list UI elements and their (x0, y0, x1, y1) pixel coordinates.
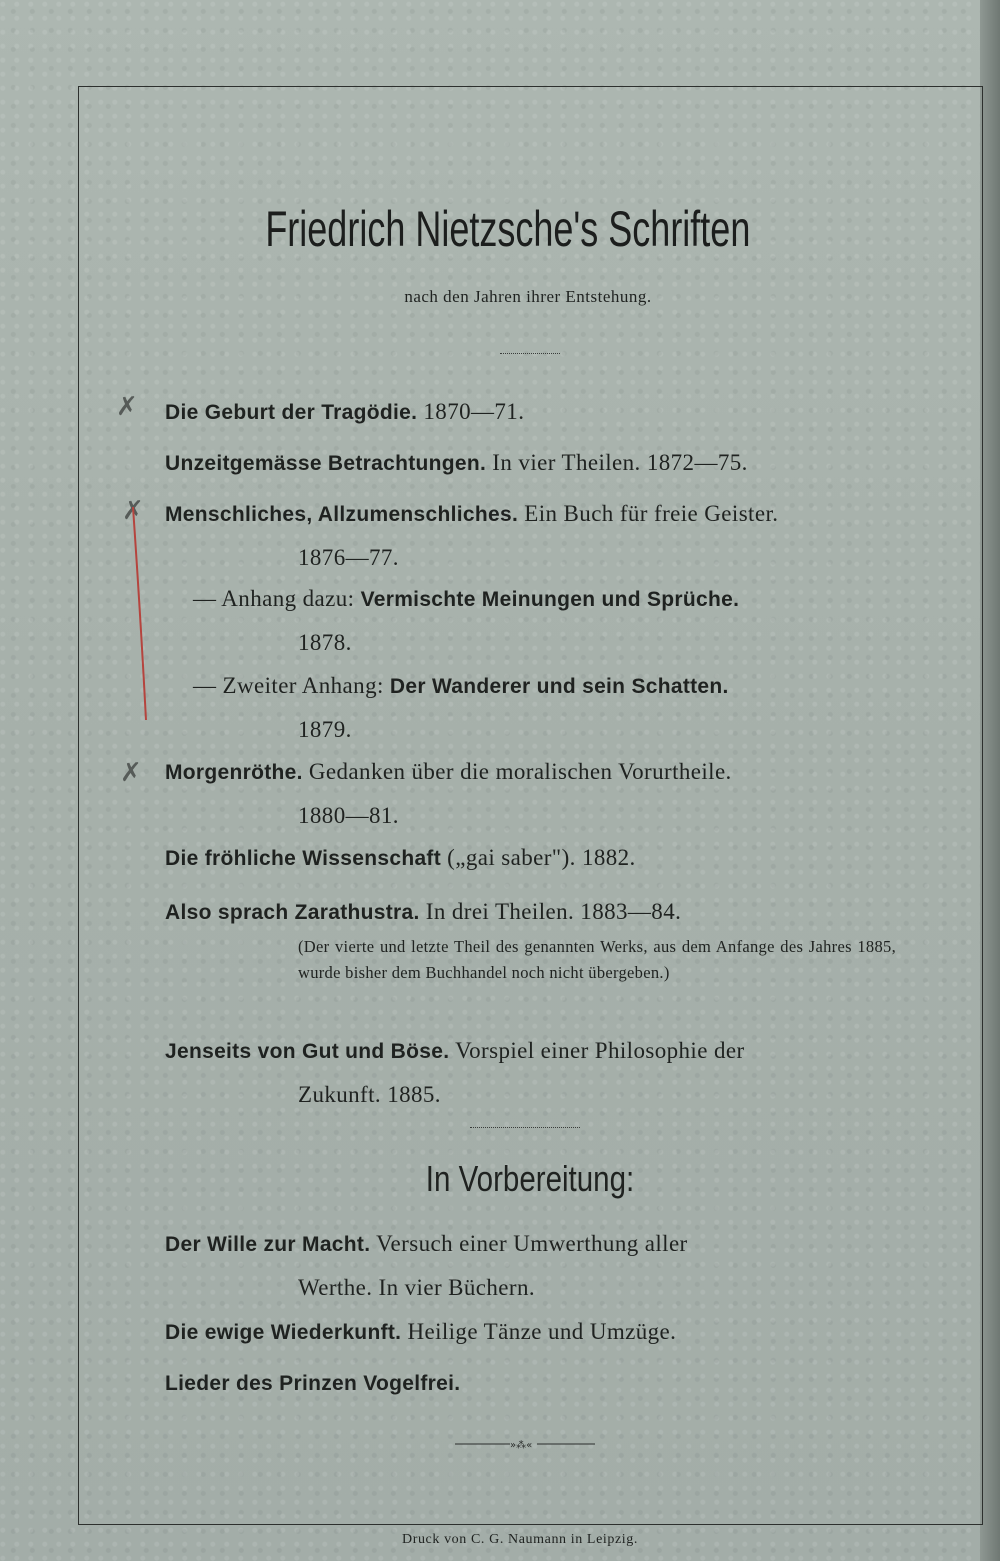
list-item (165, 577, 895, 664)
work-details: Gedanken über die moralischen Vorurtheile. (302, 759, 732, 784)
section-divider (470, 1127, 580, 1128)
work-year: 1879. (298, 717, 352, 742)
work-year: Zukunft. 1885. (298, 1082, 441, 1107)
work-year: 1880—81. (298, 803, 399, 828)
work-details-cont: Werthe. In vier Büchern. (298, 1275, 536, 1300)
list-item (165, 750, 895, 837)
work-title: Lieder des Prinzen Vogelfrei. (165, 1372, 461, 1395)
work-details: Versuch einer Umwerthung aller (370, 1231, 688, 1256)
book-spine-edge (980, 0, 1000, 1561)
work-title: Vermischte Meinungen und Sprüche. (360, 588, 740, 611)
work-details: In drei Theilen. 1883—84. (419, 899, 682, 924)
pencil-check-mark: ✗ (120, 758, 142, 788)
page-subtitle: nach den Jahren ihrer Entstehung. (404, 287, 652, 306)
footnote: (Der vierte und letzte Theil des genannten Werks, aus dem Anfange des Jahres 1885, wurde bisher dem Buchhandel noch nicht übergeben.) (298, 937, 896, 982)
list-item (165, 492, 895, 579)
work-details: („gai saber"). 1882. (441, 845, 636, 870)
pencil-check-mark: ✗ (122, 496, 144, 526)
red-pencil-margin-line (131, 505, 151, 725)
svg-text:»⁂«: »⁂« (510, 1440, 533, 1451)
list-item (165, 664, 895, 751)
page-title: Friedrich Nietzsche's Schriften (265, 201, 751, 257)
work-title: Der Wanderer und sein Schatten. (389, 675, 729, 698)
section-heading: In Vorbereitung: (425, 1158, 635, 1199)
list-item (165, 890, 895, 934)
work-title: Die fröhliche Wissenschaft (165, 847, 442, 870)
work-title: Jenseits von Gut und Böse. (165, 1040, 450, 1063)
list-item (165, 1029, 895, 1116)
pencil-check-mark: ✗ (116, 392, 138, 422)
work-title: Die Geburt der Tragödie. (165, 401, 418, 424)
work-title: Menschliches, Allzumenschliches. (165, 503, 519, 526)
list-item (165, 836, 895, 880)
work-title: Morgenröthe. (165, 761, 303, 784)
list-item (165, 1361, 895, 1405)
end-ornament (455, 1437, 595, 1451)
list-item (165, 1222, 895, 1309)
appendix-prefix: — Zweiter Anhang: (193, 673, 390, 698)
list-item (165, 441, 895, 485)
work-details: In vier Theilen. 1872—75. (486, 450, 748, 475)
printer-imprint: Druck von C. G. Naumann in Leipzig. (401, 1532, 638, 1547)
work-year: 1878. (298, 630, 352, 655)
work-title: Also sprach Zarathustra. (165, 901, 420, 924)
work-year: 1876—77. (298, 545, 399, 570)
work-details: Ein Buch für freie Geister. (518, 501, 779, 526)
work-title: Die ewige Wiederkunft. (165, 1321, 402, 1344)
appendix-prefix: — Anhang dazu: (193, 586, 361, 611)
work-title: Unzeitgemässe Betrachtungen. (165, 452, 487, 475)
work-title: Der Wille zur Macht. (165, 1233, 371, 1256)
list-item (165, 390, 895, 434)
work-details: Heilige Tänze und Umzüge. (401, 1319, 677, 1344)
work-details: Vorspiel einer Philosophie der (449, 1038, 745, 1063)
title-ornament-divider (500, 353, 560, 354)
list-item (165, 1310, 895, 1354)
work-details: 1870—71. (417, 399, 525, 424)
